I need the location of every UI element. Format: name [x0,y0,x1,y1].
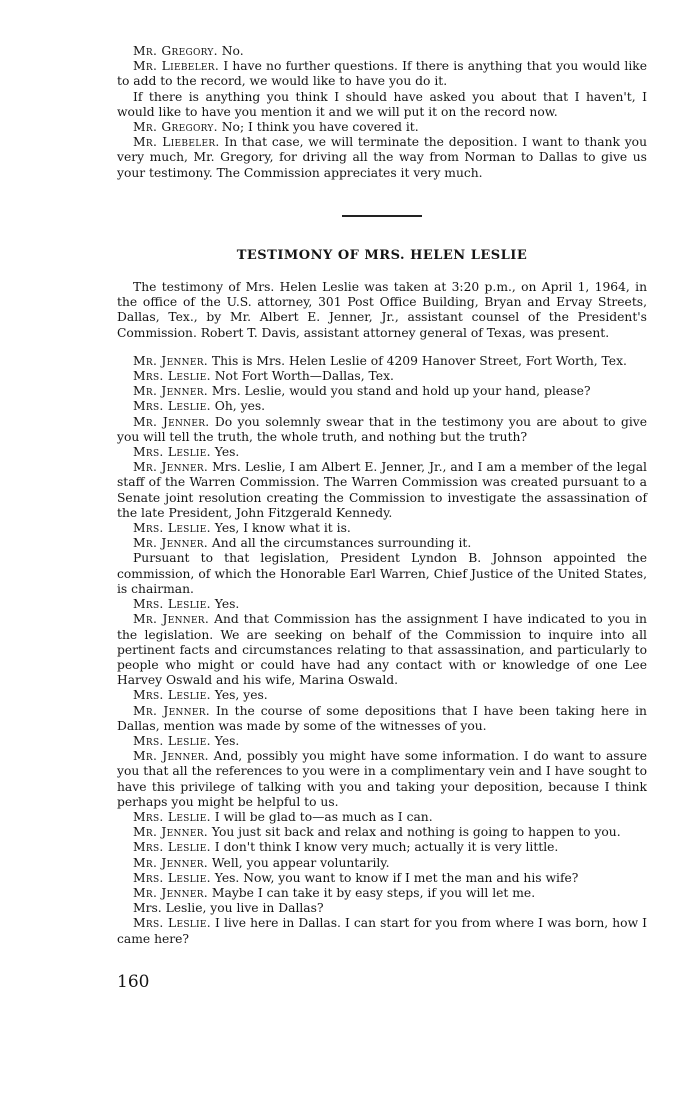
dialogue-line [117,415,647,445]
dialogue-line [117,460,647,521]
dialogue-text: Yes, I know what it is. [214,521,351,536]
dialogue-text: In the course of some depositions that I have been taking here in Dallas, mention was made by some of the witnesses of you. [117,703,647,733]
dialogue-text: And all the circumstances surrounding it. [211,536,472,551]
speaker-name: Mrs. Leslie. [133,597,211,612]
testimony-dialogue [117,354,647,947]
speaker-name: Mrs. Leslie. [133,870,211,885]
speaker-name: Mr. Gregory. [133,44,218,58]
previous-testimony-end [117,44,647,181]
dialogue-text: I live here in Dallas. I can start for you from where I was born, how I came here? [117,916,647,946]
dialogue-text: And that Commission has the assignment I have indicated to you in the legislation. We are seeking on behalf of the Commission to inquire into all pertinent facts and circumstances relating to that assassination, and particularly to people who might or could have had any contact with or knowledge of one Lee Harvey Oswald and his wife, Marina Oswald. [117,612,647,688]
dialogue-line [117,688,647,703]
dialogue-line [117,597,647,612]
dialogue-text: I don't think I know very much; actually it is very little. [214,840,559,855]
speaker-name: Mr. Jenner. [133,536,208,551]
speaker-name: Mrs. Leslie. [133,916,211,931]
dialogue-text: If there is anything you think I should have asked you about that I haven't, I would like to have you mention it and we will put it on the record now. [117,89,647,119]
dialogue-text: No; I think you have covered it. [221,120,419,135]
dialogue-line [117,399,647,414]
dialogue-text: And, possibly you might have some information. I do want to assure you that all the references to you were in a complimentary vein and I have sought to have this privilege of talking with you and taking your deposition, because I think perhaps you might be helpful to us. [117,749,647,809]
dialogue-text: Yes. [214,733,240,748]
speaker-name: Mrs. Leslie. [133,809,211,824]
page-number: 160 [117,972,150,992]
dialogue-text: Not Fort Worth—Dallas, Tex. [214,369,394,384]
speaker-name: Mr. Gregory. [133,120,218,135]
speaker-name: Mr. Jenner. [133,384,208,399]
dialogue-text: Mrs. Leslie, would you stand and hold up your hand, please? [211,384,591,399]
dialogue-line [117,384,647,399]
dialogue-line [117,856,647,871]
document-page [117,44,647,947]
speaker-name: Mr. Jenner. [133,749,209,764]
dialogue-line [117,886,647,901]
dialogue-text: I will be glad to—as much as I can. [214,809,433,824]
dialogue-line [117,44,647,59]
dialogue-text: In that case, we will terminate the deposition. I want to thank you very much, Mr. Gregory, for driving all the way from Norman to Dallas to give us your testimony. The Commission appreciates it very much. [117,135,647,180]
dialogue-line [117,59,647,89]
dialogue-line [117,734,647,749]
dialogue-line [117,916,647,946]
dialogue-text: No. [221,44,244,58]
speaker-name: Mrs. Leslie. [133,521,211,536]
dialogue-line [117,871,647,886]
dialogue-text: I have no further questions. If there is anything that you would like to add to the record, we would like to have you do it. [117,59,647,89]
dialogue-text: Yes. [214,597,240,612]
dialogue-text: Yes, yes. [214,688,268,703]
dialogue-line [117,825,647,840]
dialogue-text: Oh, yes. [214,399,266,414]
speaker-name: Mrs. Leslie. [133,369,211,384]
dialogue-line [117,704,647,734]
dialogue-text: Maybe I can take it by easy steps, if you will let me. [211,885,536,900]
dialogue-text: Mrs. Leslie, I am Albert E. Jenner, Jr., and I am a member of the legal staff of the Warren Commission. The Warren Commission was created pursuant to a Senate joint resolution creating the Commission to investigate the assassination of the late President, John Fitzgerald Kennedy. [117,460,647,520]
speaker-name: Mr. Liebeler. [133,135,220,150]
section-heading: TESTIMONY OF MRS. HELEN LESLIE [236,247,528,263]
dialogue-line [117,810,647,825]
dialogue-line [117,840,647,855]
dialogue-line [117,749,647,810]
speaker-name: Mr. Jenner. [133,414,210,429]
dialogue-line [117,551,647,597]
dialogue-line [117,135,647,181]
dialogue-line [117,521,647,536]
speaker-name: Mrs. Leslie. [133,445,211,460]
dialogue-text: Mrs. Leslie, you live in Dallas? [133,901,324,916]
dialogue-line [117,445,647,460]
speaker-name: Mr. Jenner. [133,855,208,870]
section-divider [342,215,422,217]
speaker-name: Mr. Jenner. [133,612,210,627]
dialogue-line [117,90,647,120]
dialogue-line [117,120,647,135]
dialogue-text: You just sit back and relax and nothing is going to happen to you. [211,825,621,840]
dialogue-text: Do you solemnly swear that in the testimony you are about to give you will tell the truth, the whole truth, and nothing but the truth? [117,414,647,444]
dialogue-line [117,354,647,369]
speaker-name: Mr. Jenner. [133,353,208,368]
intro-paragraph: The testimony of Mrs. Helen Leslie was taken at 3:20 p.m., on April 1, 1964, in the office of the U.S. attorney, 301 Post Office Building, Bryan and Ervay Streets, Dallas, Tex., by Mr. Albert E. Jenner, Jr., assistant counsel of the President's Commission. Robert T. Davis, assistant attorney general of Texas, was present. [117,280,647,340]
speaker-name: Mr. Jenner. [133,460,209,475]
speaker-name: Mrs. Leslie. [133,733,211,748]
speaker-name: Mrs. Leslie. [133,840,211,855]
dialogue-text: Well, you appear voluntarily. [211,855,390,870]
speaker-name: Mr. Jenner. [133,885,208,900]
dialogue-line [117,369,647,384]
dialogue-line [117,536,647,551]
speaker-name: Mrs. Leslie. [133,399,211,414]
dialogue-line [117,612,647,688]
speaker-name: Mr. Jenner. [133,703,211,718]
dialogue-text: This is Mrs. Helen Leslie of 4209 Hanover Street, Fort Worth, Tex. [211,353,627,368]
dialogue-text: Pursuant to that legislation, President Lyndon B. Johnson appointed the commission, of which the Honorable Earl Warren, Chief Justice of the United States, is chairman. [117,551,647,596]
speaker-name: Mrs. Leslie. [133,688,211,703]
dialogue-text: Yes. [214,445,240,460]
speaker-name: Mr. Jenner. [133,825,208,840]
dialogue-line [117,901,647,916]
speaker-name: Mr. Liebeler. [133,59,220,74]
dialogue-text: Yes. Now, you want to know if I met the man and his wife? [214,870,579,885]
